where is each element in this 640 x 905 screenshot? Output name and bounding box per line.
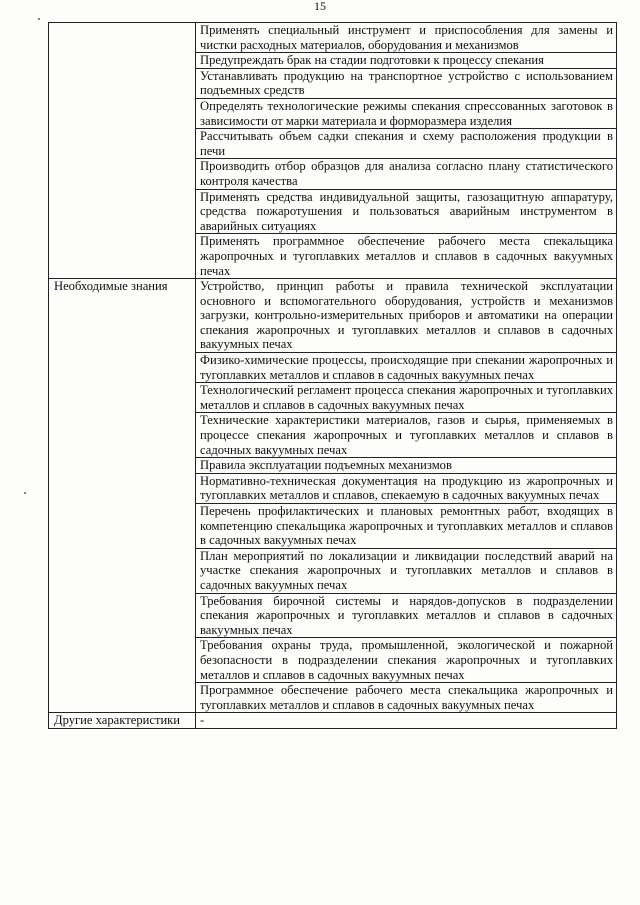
requirement-cell: Правила эксплуатации подъемных механизмов — [196, 458, 617, 474]
requirement-cell: Производить отбор образцов для анализа согласно плану статистического контроля качества — [196, 159, 617, 189]
scan-speck — [24, 492, 26, 494]
requirement-cell: Перечень профилактических и плановых ремонтных работ, входящих в компетенцию спекальщика жаропрочных и тугоплавких металлов и сплавов в садочных вакуумных печах — [196, 504, 617, 549]
requirement-cell: Устройство, принцип работы и правила технической эксплуатации основного и вспомогательного оборудования, устройств и механизмов загрузки, контрольно-измерительных приборов и автоматики на операции спекания жаропрочных и тугоплавких металлов и сплавов в садочных вакуумных печах — [196, 279, 617, 353]
table-row — [49, 23, 617, 53]
section-label: Другие характеристики — [49, 713, 196, 729]
requirement-cell: Требования охраны труда, промышленной, экологической и пожарной безопасности в подразделении спекания жаропрочных и тугоплавких металлов и сплавов в садочных вакуумных печах — [196, 638, 617, 683]
requirement-cell: Требования бирочной системы и нарядов-допусков в подразделении спекания жаропрочных и тугоплавких металлов и сплавов в садочных вакуумных печах — [196, 593, 617, 638]
requirement-cell: Применять специальный инструмент и приспособления для замены и чистки расходных материалов, оборудования и механизмов — [196, 23, 617, 53]
requirement-cell: Определять технологические режимы спекания спрессованных заготовок в зависимости от марки материала и формоpазмера изделия — [196, 98, 617, 128]
table-row — [49, 713, 617, 729]
qualification-table — [48, 22, 617, 729]
requirement-cell: Физико-химические процессы, происходящие при спекании жаропрочных и тугоплавких металлов и сплавов в садочных вакуумных печах — [196, 353, 617, 383]
requirement-cell: Рассчитывать объем садки спекания и схему расположения продукции в печи — [196, 129, 617, 159]
requirement-cell: План мероприятий по локализации и ликвидации последствий аварий на участке спекания жаропрочных и тугоплавких металлов и сплавов в садочных вакуумных печах — [196, 548, 617, 593]
requirement-cell: Технические характеристики материалов, газов и сырья, применяемых в процессе спекания жаропрочных и тугоплавких металлов и сплавов в садочных вакуумных печах — [196, 413, 617, 458]
requirement-cell: Применять программное обеспечение рабочего места спекальщика жаропрочных и тугоплавких металлов и сплавов в садочных вакуумных печах — [196, 234, 617, 279]
requirement-cell: Программное обеспечение рабочего места спекальщика жаропрочных и тугоплавких металлов и сплавов в садочных вакуумных печах — [196, 683, 617, 713]
requirement-cell: Технологический регламент процесса спекания жаропрочных и тугоплавких металлов и сплавов в садочных вакуумных печах — [196, 383, 617, 413]
page-number: 15 — [314, 0, 326, 13]
scan-speck — [38, 18, 40, 20]
table-body — [49, 23, 617, 729]
section-label — [49, 23, 196, 279]
requirement-cell: Нормативно-техническая документация на продукцию из жаропрочных и тугоплавких металлов и сплавов, спекаемую в садочных вакуумных печах — [196, 473, 617, 503]
requirement-cell: Устанавливать продукцию на транспортное устройство с использованием подъемных средств — [196, 68, 617, 98]
section-label: Необходимые знания — [49, 279, 196, 713]
requirement-cell: Предупреждать брак на стадии подготовки к процессу спекания — [196, 53, 617, 69]
table-row — [49, 279, 617, 353]
requirement-cell: - — [196, 713, 617, 729]
requirement-cell: Применять средства индивидуальной защиты, газозащитную аппаратуру, средства пожаротушения и пользоваться аварийным инструментом в аварийных ситуациях — [196, 189, 617, 234]
